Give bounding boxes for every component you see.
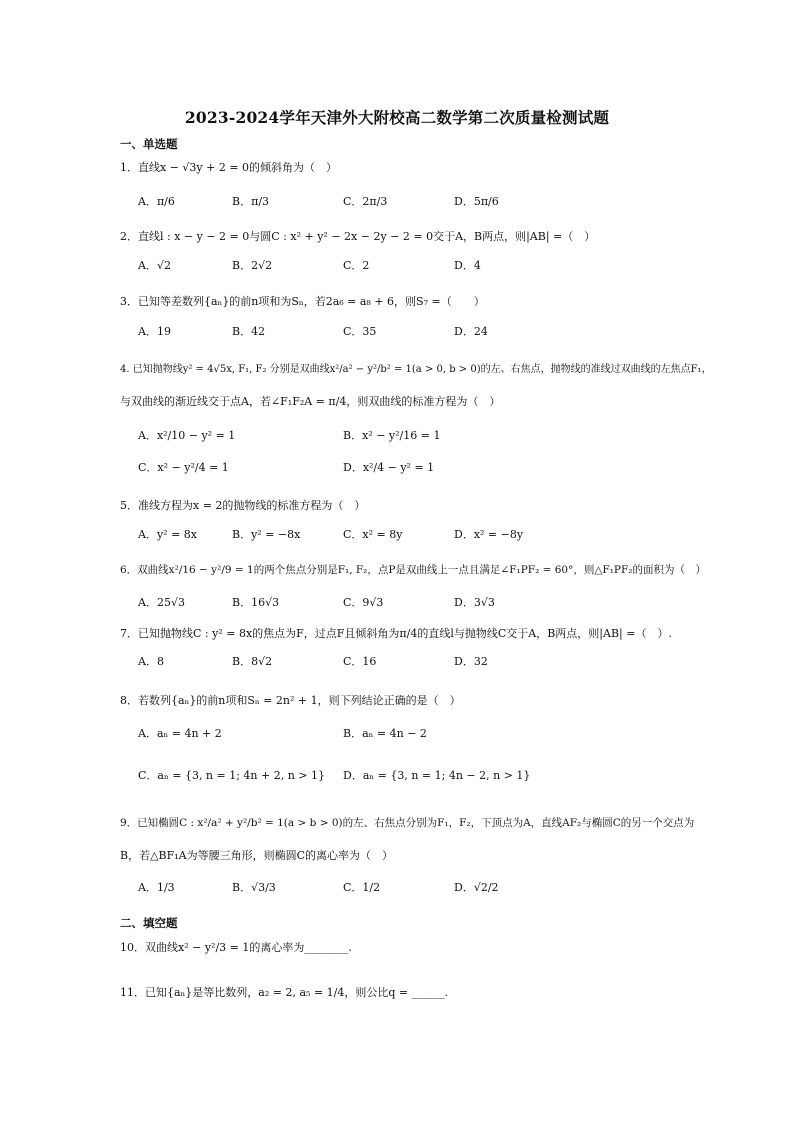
q6-option-d: D．3√3 <box>454 596 495 609</box>
question-9-stem-line2: B，若△BF₁A为等腰三角形，则椭圆C的离心率为（ ） <box>120 849 394 862</box>
q4-option-a: A．x²/10 − y² = 1 <box>138 429 236 442</box>
question-11-stem: 11．已知{aₙ}是等比数列，a₂ = 2, a₅ = 1/4，则公比q = ______. <box>120 986 449 999</box>
q9-option-a: A．1/3 <box>138 881 175 894</box>
q1-option-a: A．π/6 <box>138 195 175 208</box>
q3-option-c: C．35 <box>343 325 377 338</box>
q1-option-c: C．2π/3 <box>343 195 388 208</box>
question-3-stem: 3．已知等差数列{aₙ}的前n项和为Sₙ，若2a₆ = a₈ + 6，则S₇ =（ ） <box>120 295 485 308</box>
exam-title: 2023-2024学年天津外大附校高二数学第二次质量检测试题 <box>184 108 610 127</box>
q9-option-b: B．√3/3 <box>232 881 276 894</box>
q6-option-a: A．25√3 <box>138 596 185 609</box>
q9-option-d: D．√2/2 <box>454 881 499 894</box>
q3-option-a: A．19 <box>138 325 171 338</box>
q5-option-b: B．y² = −8x <box>232 528 301 541</box>
q7-option-c: C．16 <box>343 655 377 668</box>
question-5-stem: 5．准线方程为x = 2的抛物线的标准方程为（ ） <box>120 499 366 512</box>
section-single-choice: 一、单选题 <box>120 137 178 151</box>
q9-option-c: C．1/2 <box>343 881 381 894</box>
q7-option-d: D．32 <box>454 655 488 668</box>
q1-option-b: B．π/3 <box>232 195 270 208</box>
q8-option-a: A．aₙ = 4n + 2 <box>138 727 222 740</box>
q6-option-c: C．9√3 <box>343 596 384 609</box>
q2-option-a: A．√2 <box>138 259 171 272</box>
q5-option-c: C．x² = 8y <box>343 528 403 541</box>
q7-option-a: A．8 <box>138 655 164 668</box>
q4-option-b: B．x² − y²/16 = 1 <box>343 429 441 442</box>
q2-option-b: B．2√2 <box>232 259 273 272</box>
question-9-stem-line1: 9．已知椭圆C : x²/a² + y²/b² = 1(a > b > 0)的左、右焦点分别为F₁，F₂，下顶点为A，直线AF₂与椭圆C的另一个交点为 <box>120 817 695 829</box>
question-10-stem: 10．双曲线x² − y²/3 = 1的离心率为________. <box>120 941 352 954</box>
q3-option-d: D．24 <box>454 325 488 338</box>
q4-option-d: D．x²/4 − y² = 1 <box>343 461 435 474</box>
q2-option-c: C．2 <box>343 259 370 272</box>
q8-option-c: C．aₙ = {3, n = 1; 4n + 2, n > 1} <box>138 769 326 782</box>
q8-option-d: D．aₙ = {3, n = 1; 4n − 2, n > 1} <box>343 769 531 782</box>
q3-option-b: B．42 <box>232 325 266 338</box>
q7-option-b: B．8√2 <box>232 655 273 668</box>
q6-option-b: B．16√3 <box>232 596 280 609</box>
question-4-stem-line2: 与双曲线的渐近线交于点A，若∠F₁F₂A = π/4，则双曲线的标准方程为（ ） <box>120 395 501 408</box>
q5-option-a: A．y² = 8x <box>138 528 197 541</box>
question-8-stem: 8．若数列{aₙ}的前n项和Sₙ = 2n² + 1，则下列结论正确的是（ ） <box>120 694 461 707</box>
question-4-stem-line1: 4. 已知抛物线y² = 4√5x, F₁, F₂ 分别是双曲线x²/a² − y²/b² = 1(a > 0, b > 0)的左、右焦点，抛物线的准线过双曲线的左焦点F₁， <box>120 364 712 375</box>
question-6-stem: 6．双曲线x²/16 − y²/9 = 1的两个焦点分别是F₁, F₂，点P是双曲线上一点且满足∠F₁PF₂ = 60°，则△F₁PF₂的面积为（ ） <box>120 564 706 576</box>
question-2-stem: 2．直线l : x − y − 2 = 0与圆C : x² + y² − 2x − 2y − 2 = 0交于A，B两点，则|AB| =（ ） <box>120 230 596 243</box>
section-fill-in: 二、填空题 <box>120 916 178 930</box>
q4-option-c: C．x² − y²/4 = 1 <box>138 461 229 474</box>
q8-option-b: B．aₙ = 4n − 2 <box>343 727 427 740</box>
q2-option-d: D．4 <box>454 259 481 272</box>
q1-option-d: D．5π/6 <box>454 195 499 208</box>
question-7-stem: 7．已知抛物线C : y² = 8x的焦点为F，过点F且倾斜角为π/4的直线l与抛物线C交于A，B两点，则|AB| =（ ）. <box>120 627 672 640</box>
question-1-stem: 1．直线x − √3y + 2 = 0的倾斜角为（ ） <box>120 161 338 174</box>
q5-option-d: D．x² = −8y <box>454 528 524 541</box>
